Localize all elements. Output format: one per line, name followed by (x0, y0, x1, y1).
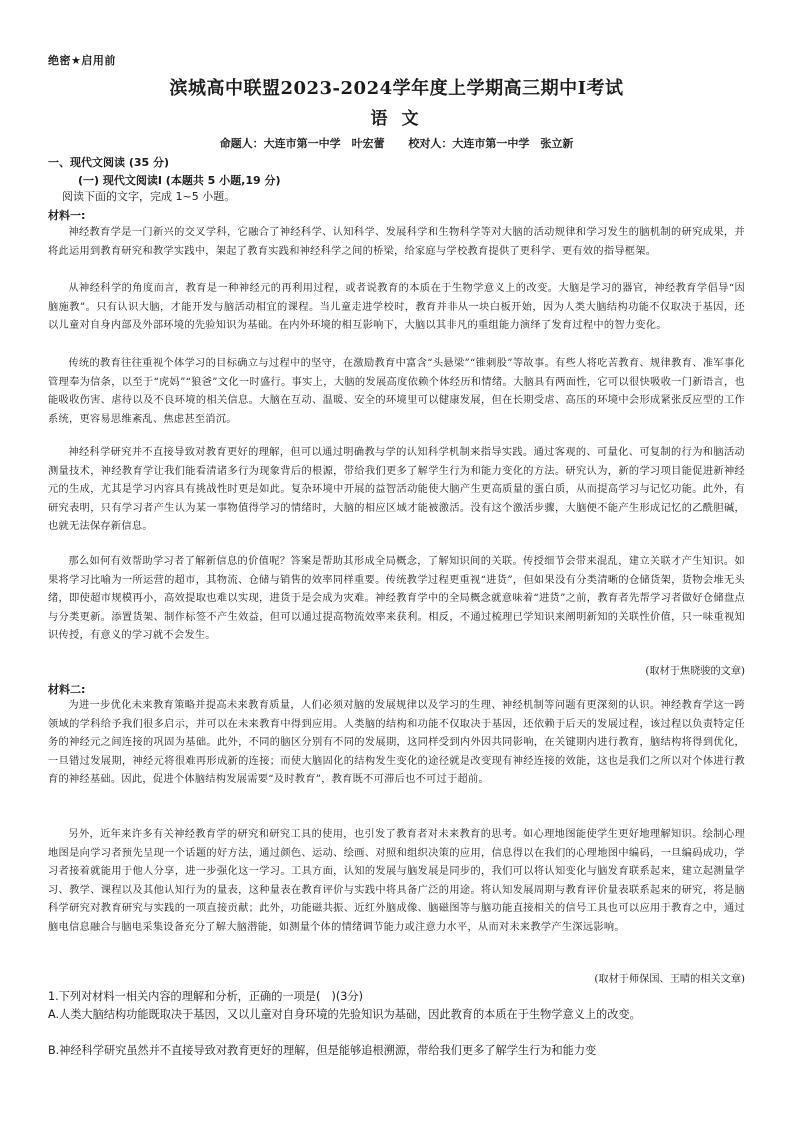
material-two-paragraph: 另外，近年来许多有关神经教育学的研究和研究工具的使用，也引发了教育者对未来教育的思考。如心理地图能使学生更好地理解知识。绘制心理地图是向学习者预先呈现一个话题的好方法，通过颜色、运动、绘画、对照和组织决策的应用，信息得以在我们的心理地图中编码，一旦编码成功，学习者接着就能用于他人分享，进一步强化这一学习。工具方面，认知的发展与脑发展是同步的，我们可以将认知变化与脑发育联系起来，建立起测量学习、教学、课程以及其他认知行为的量表，这种量表在教育评价与实践中将具备广泛的用途。将认知发展周期与教育评价量表联系起来的研究，将是脑科学研究对教育研究与实践的一项直接贡献；此外，功能磁共振、近红外脑成像、脑磁图等与脑功能直接相关的信号工具也可以应用于教育之中，通过脑电信息融合与脑电采集设备充分了解大脑潜能，如测量个体的情绪调节能力或注意力水平，从而对未来教学产生深远影响。 (48, 829, 745, 933)
subsection-heading: (一) 现代文阅读Ⅰ (本题共 5 小题,19 分) (78, 174, 281, 187)
reading-instruction: 阅读下面的文字，完成 1~5 小题。 (62, 190, 236, 203)
material-two-source: (取材于师保国、王晴的相关文章) (594, 974, 745, 985)
section-heading: 一、现代文阅读 (35 分) (48, 156, 170, 169)
question-one-option-b: B.神经科学研究虽然并不直接导致对教育更好的理解，但是能够追根溯源，带给我们更多了解学生行为和能力变 (48, 1044, 597, 1057)
material-one-paragraph: 从神经科学的角度而言，教育是一种神经元的再利用过程，或者说教育的本质在于生物学意义上的改变。大脑是学习的器官，神经教育学倡导“因脑施教”。只有认识大脑，才能开发与脑活动相宜的课程。当儿童走进学校时，教育并非从一块白板开始，因为人类大脑结构功能不仅取决于基因，还以儿童对自身内部及外部环境的先验知识为基础。在内外环境的相互影响下，大脑以其非凡的重组能力演绎了发育过程中的智力变化。 (48, 283, 745, 332)
material-one-paragraph: 神经科学研究并不直接导致对教育更好的理解，但可以通过明确教与学的认知科学机制来指导实践。通过客观的、可量化、可复制的行为和脑活动测量技术，神经教育学让我们能看清诸多行为现象背后的根源，带给我们更多了解学生行为和能力变化的方法。研究认为，新的学习项目能促进新神经元的生成，尤其是学习内容具有挑战性时更是如此。复杂环境中开展的益智活动能使大脑产生更高质量的蛋白质，从而提高学习与记忆功能。此外，有研究表明，只有学习者产生认为某一事物值得学习的情绪时，大脑的相应区域才能被激活。没有这个激活步骤，大脑便不能产生形成记忆的乙酰胆碱，也就无法保存新信息。 (48, 447, 745, 533)
exam-title: 滨城高中联盟2023-2024学年度上学期高三期中Ⅰ考试 (169, 78, 624, 99)
material-one-paragraph: 神经教育学是一门新兴的交叉学科，它融合了神经科学、认知科学、发展科学和生物科学等对大脑的活动规律和学习发生的脑机制的研究成果，并将此运用到教育研究和教学实践中，架起了教育实践和神经科学之间的桥梁，给家庭与学校教育提供了更科学、更有效的指导框架。 (48, 227, 745, 257)
reviewer-credit: 校对人：大连市第一中学 张立新 (408, 137, 574, 150)
material-one-paragraph: 那么如何有效帮助学习者了解新信息的价值呢？答案是帮助其形成全局概念，了解知识间的关联。传授细节会带来混乱，建立关联才产生知识。如果将学习比喻为一所运营的超市，其物流、仓储与销售的效率同样重要。传统教学过程更重视“进货”，但如果没有分类清晰的仓储货架，货物会堆无头绪，即使超市规模再小，高效提取也难以实现，进货于是会成为灾难。神经教育学中的全局概念就意味着“进货”之前，教育者先帮学习者做好仓储盘点与分类更新。添置货架、制作标签不产生效益，但可以通过提高物流效率来获利。相反，不通过梳理已学知识来阐明新知的关联性价值，只一味重视知识传授，有意义的学习就不会发生。 (48, 556, 745, 642)
material-two-paragraph: 为进一步优化未来教育策略并提高未来教育质量，人们必须对脑的发展规律以及学习的生理、神经机制等问题有更深刻的认识。神经教育学这一跨领域的学科给予我们很多启示，并可以在未来教育中得到应用。人类脑的结构和功能不仅取决于基因，还依赖于后天的发展过程，该过程以负责特定任务的神经元之间连接的巩固为基础。此外，不同的脑区分别有不同的发展期，这同样受到内外因共同影响，在关键期内进行教育，脑结构将得到优化，一旦错过发展期，神经元将很难再形成新的连接；而使大脑固化的结构发生变化的途径就是改变现有神经连接的效能，这也是我们之所以对个体进行教育的神经基础。因此，促进个体脑结构发展需要“及时教育”，教育既不可滞后也不可过于超前。 (48, 700, 745, 786)
material-one-label: 材料一: (48, 209, 86, 222)
setter-credit: 命题人：大连市第一中学 叶宏蕾 (219, 137, 385, 150)
authors-line (0, 135, 793, 151)
subject-title: 语 文 (370, 109, 423, 129)
question-one-option-a: A.人类大脑结构功能既取决于基因，又以儿童对自身环境的先验知识为基础，因此教育的本质在于生物学意义上的改变。 (48, 1008, 641, 1021)
material-one-paragraph: 传统的教育往往重视个体学习的目标确立与过程中的坚守，在激励教育中富含“头悬梁”“锥刺股”等故事。有些人将吃苦教育、规律教育、准军事化管理奉为信条，以至于“虎妈”“狼爸”文化一时盛行。事实上，大脑的发展高度依赖个体经历和情绪。大脑具有两面性，它可以很快吸收一门新语言，也能吸收伤害、虐待以及不良环境的相关信息。大脑在互动、温暖、安全的环境里可以健康发展，但在长期受虐、高压的环境中会形成紧张反应型的工作系统，更容易思维紊乱、焦虑甚至消沉。 (48, 358, 745, 425)
secret-mark: 绝密★启用前 (48, 54, 116, 67)
material-two-label: 材料二: (48, 683, 86, 696)
material-one-source: (取材于焦晓骏的文章) (645, 666, 745, 677)
question-one-stem: 1.下列对材料一相关内容的理解和分析，正确的一项是( )(3分) (48, 990, 363, 1003)
